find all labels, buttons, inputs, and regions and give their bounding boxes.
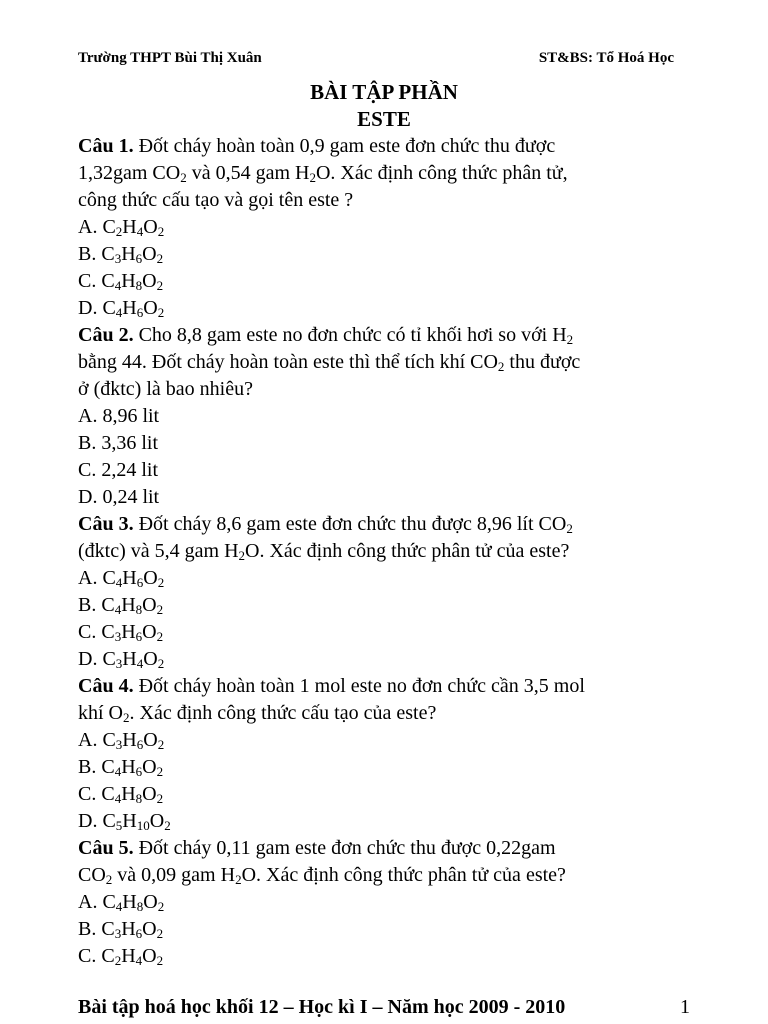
question-text-line [78,187,698,214]
question-text-line [78,376,698,403]
answer-option: D. $C_4H_6O_2$ [78,297,165,320]
question-number: Câu 5. [78,837,134,859]
question-number: Câu 1. [78,135,134,157]
school-name: Trường THPT Bùi Thị Xuân [78,50,262,66]
question-number: Câu 4. [78,675,134,697]
question-text-line [78,700,698,727]
answer-option: C. $C_3H_6O_2$ [78,621,164,644]
answer-option: A. 8,96 lit [78,405,160,427]
question-text-line [78,322,698,349]
question-text-line [78,160,698,187]
question-text-line [78,349,698,376]
question-text-line [78,673,698,700]
answer-option: B. $C_3H_6O_2$ [78,243,164,266]
question-text-line [78,538,698,565]
question-text: Đốt cháy hoàn toàn 0,9 gam este đơn chức thu được [133,135,556,157]
question-text: bằng 44. Đốt cháy hoàn toàn este thì thể tích khí $CO_2$ thu được [78,351,581,374]
question-text: (đktc) và 5,4 gam $H_2O$. Xác định công thức phân tử của este? [78,540,570,563]
document-subtitle: ESTE [357,107,411,131]
question-text-line [78,862,698,889]
question-text-line [78,133,698,160]
question-text: Đốt cháy 0,11 gam este đơn chức thu được 0,22gam [133,837,556,859]
question-text: Đốt cháy hoàn toàn 1 mol este no đơn chức cần 3,5 mol [133,675,585,697]
answer-option: A. $C_2H_4O_2$ [78,216,165,239]
question-list [78,133,698,970]
answer-option: A. $C_3H_6O_2$ [78,729,165,752]
answer-option: C. $C_4H_8O_2$ [78,783,164,806]
answer-option: D. 0,24 lit [78,486,160,508]
answer-option: B. $C_3H_6O_2$ [78,918,164,941]
question-number: Câu 2. [78,324,134,346]
question-text: $CO_2$ và 0,09 gam $H_2O$. Xác định công thức phân tử của este? [78,864,566,887]
question-text: ở (đktc) là bao nhiêu? [78,378,253,400]
question-text-line [78,511,698,538]
answer-option: D. $C_3H_4O_2$ [78,648,165,671]
answer-option: A. $C_4H_8O_2$ [78,891,165,914]
question-text: 1,32gam $CO_2$ và 0,54 gam $H_2O$. Xác định công thức phân tử, [78,162,568,185]
question-text-line [78,835,698,862]
answer-option: B. 3,36 lit [78,432,159,454]
answer-option: B. $C_4H_8O_2$ [78,594,164,617]
answer-option: A. $C_4H_6O_2$ [78,567,165,590]
department-name: ST&BS: Tổ Hoá Học [538,50,674,66]
question-text: công thức cấu tạo và gọi tên este ? [78,189,354,211]
page-header [78,50,674,70]
answer-option: C. $C_2H_4O_2$ [78,945,164,968]
page-number: 1 [680,996,690,1018]
question-text: Cho 8,8 gam este no đơn chức có tỉ khối hơi so với $H_2$ [133,324,574,347]
question-number: Câu 3. [78,513,134,535]
document-title: BÀI TẬP PHẦN [310,80,458,104]
question-text: Đốt cháy 8,6 gam este đơn chức thu được 8,96 lít $CO_2$ [133,513,573,536]
answer-option: C. 2,24 lit [78,459,159,481]
page-footer [78,996,690,1022]
answer-option: D. $C_5H_{10}O_2$ [78,810,171,833]
question-text: khí $O_2$. Xác định công thức cấu tạo của este? [78,702,437,725]
answer-option: C. $C_4H_8O_2$ [78,270,164,293]
answer-option: B. $C_4H_6O_2$ [78,756,164,779]
footer-text: Bài tập hoá học khối 12 – Học kì I – Năm học 2009 - 2010 [78,996,566,1018]
